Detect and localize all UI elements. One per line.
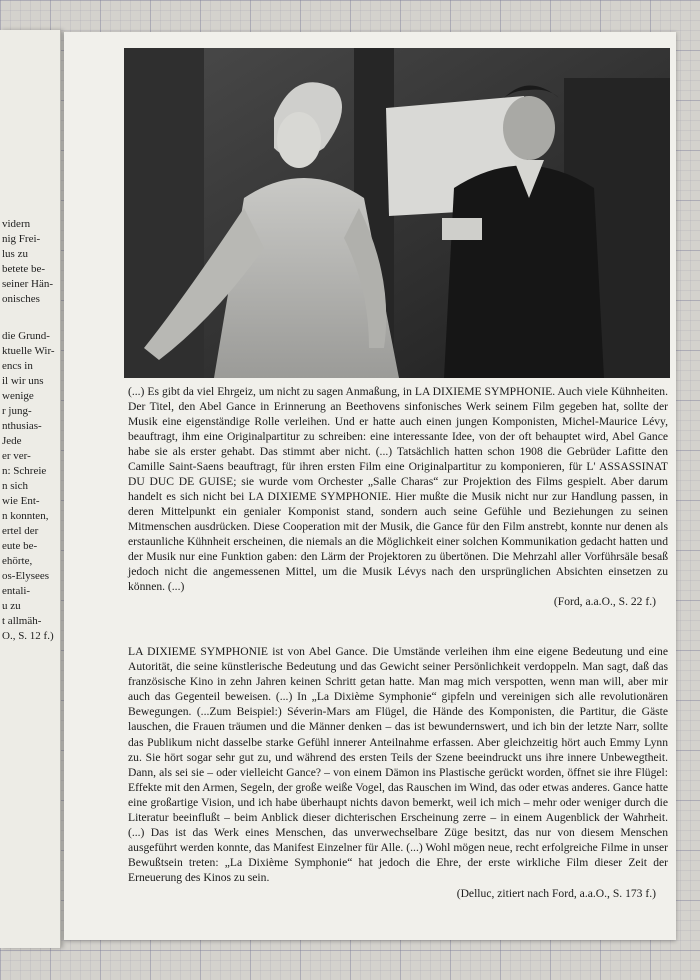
left-page-line: u zu (2, 600, 21, 612)
left-page-line: wenige (2, 390, 34, 402)
quote-ford (128, 384, 668, 609)
quote-ford-text: (...) Es gibt da viel Ehrgeiz, um nicht zu sagen Anmaßung, in LA DIXIEME SYMPHONIE. Auch viele Kühnheiten. Der Titel, den Abel Gance in Erinnerung an Beethovens sinfonisches Werk seinem Film gegeben hat, sollte der Musik eine eigenständige Rolle verleihen. Und er hatte auch einen jungen Komponisten, Michel-Maurice Lévy, beauftragt, ihm eine Originalpartitur zu schreiben: eine interessante Idee, von der oft behauptet wird, Abel Gance habe sie als erster gehabt. Das stimmt aber nicht. (...) Tatsächlich hatten schon 1908 die Gebrüder Lafitte den Camille Saint-Saens beauftragt, für ihren ersten Film eine Originalpartitur zu komponieren, für L' ASSASSINAT DU DUC DE GUISE; sie wurde vom Orchester „Salle Charas“ zur Projektion des Films gespielt. Aber darum handelt es sich nicht bei LA DIXIEME SYMPHONIE. Hier mußte die Musik nicht nur zur Handlung passen, in deren Mittelpunkt ein genialer Komponist stand, sondern auch seine Gefühle und Beziehungen zu seinen Mitmenschen ausdrücken. Diese Cooperation mit der Musik, die Gance für den Film anstrebt, konnte nur denen als erstaunliche Kühnheit erscheinen, die niemals an die Möglichkeit einer solchen Kommunikation gedacht hatten und der Musik nur eine Funktion gaben: den Lärm der Projektoren zu übertönen. Die Mehrzahl aller Vorführsäle besaß jedoch nicht die angemessenen Mittel, um die Musik Lévys nach den ursprünglichen Absichten einsetzen zu können. (...) (128, 385, 668, 593)
left-page-line: il wir uns (2, 375, 44, 387)
film-still-image (124, 48, 670, 378)
left-page-line: r jung- (2, 405, 32, 417)
quote-ford-citation: (Ford, a.a.O., S. 22 f.) (553, 595, 656, 608)
left-page-line: vidern (2, 218, 31, 230)
left-page-line: entali- (2, 585, 31, 597)
left-page-line: Jede (2, 435, 22, 447)
left-page-line: os-Elysees (2, 570, 50, 582)
quote-delluc (128, 644, 668, 901)
quote-delluc-text: LA DIXIEME SYMPHONIE ist von Abel Gance. Die Umstände verleihen ihm eine eigene Bedeutung und eine Autorität, die seine künstlerische Bedeutung und das Gewicht seiner Persönlichkeit verdoppeln. Man sagt, daß das französische Kino in zehn Jahren keinen Schritt getan hatte. Man mag mich verspotten, wenn man will, aber mir auch das Gegenteil beweisen. (...) In „La Dixième Symphonie“ gipfeln und vereinigen sich alle revolutionären Bewegungen. (...Zum Beispiel:) Séverin-Mars am Flügel, die Hände des Komponisten, die Partitur, die Gäste lauschen, die Frauen träumen und die Männer denken – das ist bewundernswert, und ich bin der letzte Narr, sollte das Publikum nicht dasselbe starke Gefühl innerer Anteilnahme erfassen. Aber gleichzeitig hört auch Emmy Lynn zu. Sie hört sogar sehr gut zu, und während des ersten Teils der Szene beeindruckt uns ihre innere Unbewegtheit. Dann, als sei sie – oder vielleicht Gance? – von einem Dämon ins Plastische gerückt worden, öffnet sie ihre Flügel: Effekte mit den Armen, Segeln, der große weiße Vogel, das Rauschen im Wind, das oder etwas anderes. Gance hatte eine großartige Vision, und ich habe überhaupt nichts davon bemerkt, weil ich mich – mehr oder weniger durch die Literatur beeinflußt – beim Anblick dieser dichterischen Erscheinung zerre – in einem Augenblick der Wahrheit. (...) Das ist das Werk eines Menschen, das unverwechselbare Züge besitzt, das nur von diesem Menschen ausgeführt werden konnte, das Manifest Einzelner für Alle. (...) Wohl mögen neue, recht erfolgreiche Filme in unser Bewußtsein treten: „La Dixième Symphonie“ hat jedoch die Ehre, der erste wirkliche Film dieser Zeit der Erneuerung des Kinos zu sein. (128, 645, 668, 885)
left-page-line: er ver- (2, 450, 31, 462)
left-page-text (2, 217, 60, 644)
left-page-line: onisches (2, 293, 40, 305)
left-page-line: t allmäh- (2, 615, 42, 627)
left-page-line: ertel der (2, 525, 39, 537)
left-page-line: ktuelle Wir- (2, 345, 55, 357)
left-page-line: encs in (2, 360, 33, 372)
left-page-line: n konnten, (2, 510, 49, 522)
left-page (0, 30, 61, 948)
left-page-line: wie Ent- (2, 495, 40, 507)
left-page-line: ehörte, (2, 555, 33, 567)
right-page (64, 32, 676, 940)
left-page-line: seiner Hän- (2, 278, 54, 290)
left-page-line: O., S. 12 f.) (2, 630, 54, 642)
left-page-line: betete be- (2, 263, 46, 275)
left-page-line: nig Frei- (2, 233, 41, 245)
left-page-line: n sich (2, 480, 28, 492)
film-still-photo (124, 48, 670, 378)
left-page-line: nthusias- (2, 420, 42, 432)
left-page-line: die Grund- (2, 330, 50, 342)
left-page-line: n: Schreie (2, 465, 47, 477)
left-page-line: lus zu (2, 248, 28, 260)
quote-delluc-citation: (Delluc, zitiert nach Ford, a.a.O., S. 173 f.) (456, 886, 656, 900)
left-page-line: eute be- (2, 540, 38, 552)
